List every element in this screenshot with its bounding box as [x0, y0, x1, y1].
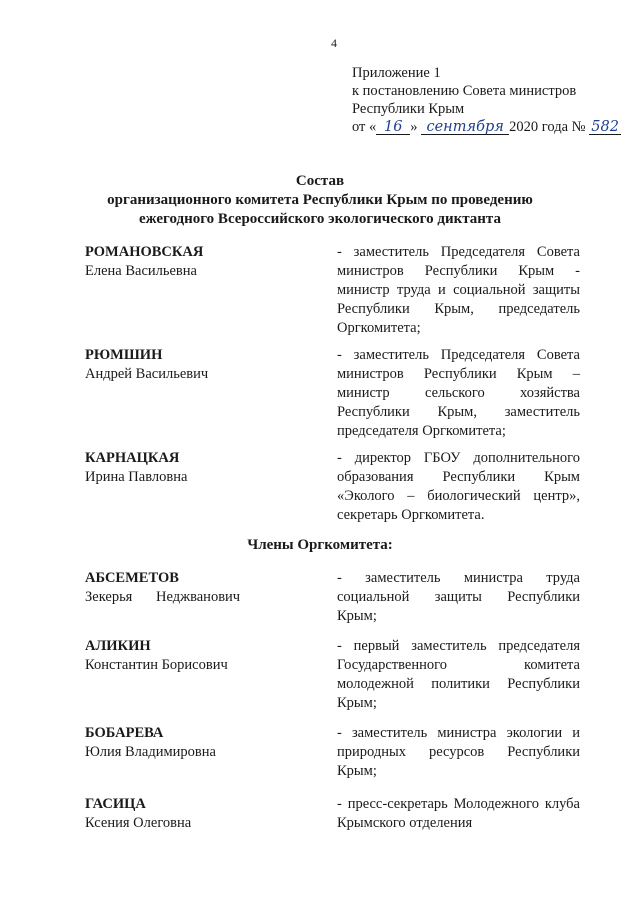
person-surname: РЮМШИН [85, 347, 163, 363]
person-given-name: Юлия Владимировна [85, 744, 216, 760]
person-name [85, 569, 305, 607]
person-role: - заместитель Председателя Совета министров Республики Крым - министр труда и социальной защиты Республики Крым, председатель Оргкомитета; [337, 244, 580, 336]
person-surname: АБСЕМЕТОВ [85, 570, 179, 586]
person-surname: АЛИКИН [85, 638, 151, 654]
annex-block [352, 64, 621, 136]
members-heading: Члены Оргкомитета: [247, 537, 393, 553]
person-given-name: Ирина Павловна [85, 469, 188, 485]
date-prefix: от « [352, 119, 377, 135]
person-name [85, 795, 305, 833]
person-given-name: Константин Борисович [85, 657, 228, 673]
handwritten-month: сентября [421, 120, 509, 135]
person-given-name: Зекерья Неджванович [85, 589, 241, 605]
handwritten-number: 582 [589, 120, 621, 135]
person-surname: РОМАНОВСКАЯ [85, 244, 204, 260]
person-name [85, 637, 305, 675]
person-role: - первый заместитель председателя Государственного комитета молодежной политики Республики Крым; [337, 638, 580, 711]
title-line-2: организационного комитета Республики Крым по проведению [107, 192, 533, 208]
handwritten-day: 16 [376, 120, 410, 135]
date-year: 2020 года № [509, 119, 586, 135]
title-line-3: ежегодного Всероссийского экологического диктанта [139, 211, 501, 227]
title-line-1: Состав [295, 173, 345, 189]
person-given-name: Ксения Олеговна [85, 815, 192, 831]
person-role: - заместитель Председателя Совета министров Республики Крым – министр сельского хозяйства Республики Крым, заместитель председателя Оргкомитета; [337, 347, 580, 439]
person-role: - пресс-секретарь Молодежного клуба Крымского отделения [337, 796, 580, 831]
page-number: 4 [331, 36, 337, 50]
person-surname: БОБАРЕВА [85, 725, 164, 741]
person-name [85, 346, 305, 384]
document-title [60, 172, 580, 229]
person-role: - директор ГБОУ дополнительного образования Республики Крым «Эколого – биологический центр», секретарь Оргкомитета. [337, 450, 580, 523]
person-given-name: Андрей Васильевич [85, 366, 209, 382]
person-role: - заместитель министра труда социальной защиты Республики Крым; [337, 570, 580, 624]
annex-date-line [352, 118, 621, 136]
annex-line-1: Приложение 1 [352, 65, 441, 81]
person-name [85, 243, 305, 281]
person-given-name: Елена Васильевна [85, 263, 197, 279]
person-surname: ГАСИЦА [85, 796, 146, 812]
person-name [85, 724, 305, 762]
annex-line-3: Республики Крым [352, 101, 465, 117]
date-mid: » [410, 119, 418, 135]
person-role: - заместитель министра экологии и природных ресурсов Республики Крым; [337, 725, 580, 779]
person-name [85, 449, 305, 487]
annex-line-2: к постановлению Совета министров [352, 83, 577, 99]
person-surname: КАРНАЦКАЯ [85, 450, 180, 466]
